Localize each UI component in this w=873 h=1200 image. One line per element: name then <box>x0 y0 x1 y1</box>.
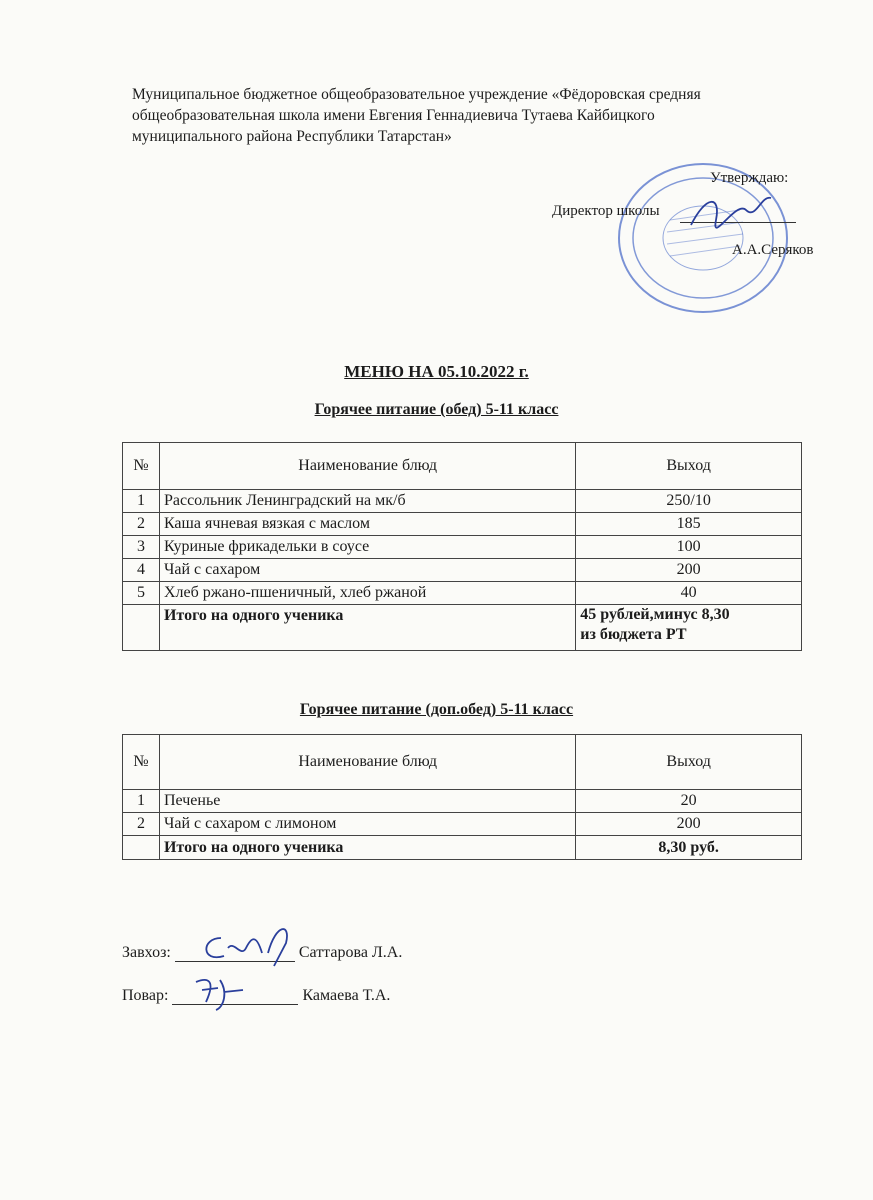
row-out: 200 <box>576 813 802 836</box>
zavhoz-label: Завхоз: <box>122 944 171 961</box>
header-line-3: муниципального района Республики Татарстан» <box>132 128 452 145</box>
row-num: 2 <box>123 813 160 836</box>
row-out: 250/10 <box>576 490 802 513</box>
total-row <box>123 836 802 860</box>
row-name: Чай с сахаром с лимоном <box>159 813 575 836</box>
povar-signature-row <box>122 986 390 1005</box>
table-row <box>123 582 802 605</box>
row-out: 100 <box>576 536 802 559</box>
table-header-row <box>123 735 802 790</box>
row-num: 2 <box>123 513 160 536</box>
menu-title: МЕНЮ НА 05.10.2022 г. <box>344 362 529 381</box>
header-name: Наименование блюд <box>159 735 575 790</box>
row-name: Каша ячневая вязкая с маслом <box>159 513 575 536</box>
section2-title: Горячее питание (доп.обед) 5-11 класс <box>299 701 574 718</box>
header-out: Выход <box>576 735 802 790</box>
header-line-1: Муниципальное бюджетное общеобразовательное учреждение «Фёдоровская средняя <box>132 86 701 103</box>
row-name: Хлеб ржано-пшеничный, хлеб ржаной <box>159 582 575 605</box>
zavhoz-signature <box>196 918 306 968</box>
total-label: Итого на одного ученика <box>159 836 575 860</box>
row-name: Печенье <box>159 790 575 813</box>
table-row <box>123 813 802 836</box>
total-empty-cell <box>123 605 160 651</box>
table-row <box>123 490 802 513</box>
table-header-row <box>123 443 802 490</box>
table-row <box>123 513 802 536</box>
approve-label: Утверждаю: <box>710 170 789 186</box>
row-name: Чай с сахаром <box>159 559 575 582</box>
total-row <box>123 605 802 651</box>
row-num: 3 <box>123 536 160 559</box>
row-num: 5 <box>123 582 160 605</box>
table-row <box>123 559 802 582</box>
row-num: 4 <box>123 559 160 582</box>
table-row <box>123 790 802 813</box>
povar-label: Повар: <box>122 987 169 1004</box>
header-num: № <box>123 735 160 790</box>
row-num: 1 <box>123 790 160 813</box>
section1-title: Горячее питание (обед) 5-11 класс <box>314 401 559 418</box>
total-value-line-2: из бюджета РТ <box>580 626 687 643</box>
school-header <box>132 84 782 147</box>
row-name: Куриные фрикадельки в соусе <box>159 536 575 559</box>
header-out: Выход <box>576 443 802 490</box>
header-name: Наименование блюд <box>159 443 575 490</box>
total-value-line-1: 45 рублей,минус 8,30 <box>580 606 730 623</box>
header-num: № <box>123 443 160 490</box>
total-empty-cell <box>123 836 160 860</box>
total-value: 8,30 руб. <box>576 836 802 860</box>
table-row <box>123 536 802 559</box>
extra-lunch-menu-table <box>122 734 802 860</box>
total-value <box>576 605 802 651</box>
row-num: 1 <box>123 490 160 513</box>
povar-name: Камаева Т.А. <box>302 987 391 1004</box>
row-out: 20 <box>576 790 802 813</box>
row-out: 185 <box>576 513 802 536</box>
povar-signature <box>188 972 248 1012</box>
lunch-menu-table <box>122 442 802 651</box>
total-label: Итого на одного ученика <box>159 605 575 651</box>
zavhoz-name: Саттарова Л.А. <box>298 944 403 961</box>
header-line-2: общеобразовательная школа имени Евгения Геннадиевича Тутаева Кайбицкого <box>132 107 655 124</box>
row-out: 40 <box>576 582 802 605</box>
row-out: 200 <box>576 559 802 582</box>
row-name: Рассольник Ленинградский на мк/б <box>159 490 575 513</box>
director-signature <box>686 190 776 235</box>
director-label: Директор школы <box>552 203 660 219</box>
director-name: А.А.Серяков <box>732 242 814 258</box>
